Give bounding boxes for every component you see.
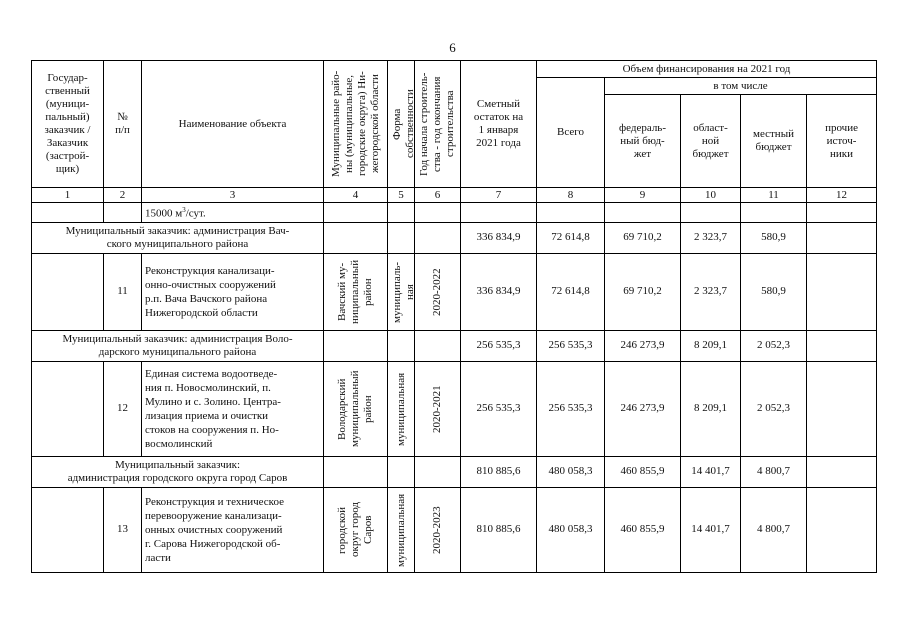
object-ownership: муниципальная bbox=[388, 487, 415, 572]
estimate-value: 256 535,3 bbox=[461, 361, 537, 456]
local-value: 580,9 bbox=[741, 253, 807, 330]
header-estimate: Сметный остаток на 1 января 2021 года bbox=[461, 61, 537, 188]
object-years: 2020-2023 bbox=[415, 487, 461, 572]
header-local: местный бюджет bbox=[741, 95, 807, 188]
federal-value: 246 273,9 bbox=[605, 330, 681, 361]
object-district: городской округ город Саров bbox=[324, 487, 388, 572]
object-years: 2020-2022 bbox=[415, 253, 461, 330]
regional-value: 14 401,7 bbox=[681, 487, 741, 572]
customer-row bbox=[32, 330, 877, 361]
other-value bbox=[807, 330, 877, 361]
regional-value: 2 323,7 bbox=[681, 253, 741, 330]
object-name: Реконструкция и техническое перевооружение канализаци- онных очистных сооружений г. Сарова Нижегородской об- ласти bbox=[142, 487, 324, 572]
page-number: 6 bbox=[449, 40, 456, 55]
local-value: 2 052,3 bbox=[741, 361, 807, 456]
header-row-1 bbox=[32, 61, 877, 78]
local-value: 4 800,7 bbox=[741, 487, 807, 572]
header-other: прочие источ- ники bbox=[807, 95, 877, 188]
header-num: № п/п bbox=[104, 61, 142, 188]
other-value bbox=[807, 253, 877, 330]
total-value: 72 614,8 bbox=[537, 253, 605, 330]
federal-value: 460 855,9 bbox=[605, 487, 681, 572]
header-regional: област- ной бюджет bbox=[681, 95, 741, 188]
object-row bbox=[32, 253, 877, 330]
col-num-5: 5 bbox=[388, 188, 415, 203]
object-row bbox=[32, 487, 877, 572]
federal-value: 460 855,9 bbox=[605, 456, 681, 487]
federal-value: 246 273,9 bbox=[605, 361, 681, 456]
header-total: Всего bbox=[537, 78, 605, 188]
col-num-4: 4 bbox=[324, 188, 388, 203]
estimate-value: 256 535,3 bbox=[461, 330, 537, 361]
header-financing: Объем финансирования на 2021 год bbox=[537, 61, 877, 78]
header-districts: Муниципальные райо- ны (муниципальные, городские округа) Ни- жегородской области bbox=[324, 61, 388, 188]
carry-over-row bbox=[32, 203, 877, 223]
estimate-value: 810 885,6 bbox=[461, 456, 537, 487]
col-num-7: 7 bbox=[461, 188, 537, 203]
other-value bbox=[807, 361, 877, 456]
total-value: 480 058,3 bbox=[537, 487, 605, 572]
col-num-10: 10 bbox=[681, 188, 741, 203]
local-value: 2 052,3 bbox=[741, 330, 807, 361]
customer-row bbox=[32, 456, 877, 487]
estimate-value: 336 834,9 bbox=[461, 222, 537, 253]
regional-value: 8 209,1 bbox=[681, 330, 741, 361]
customer-name: Муниципальный заказчик: администрация городского округа город Саров bbox=[32, 456, 324, 487]
object-num: 12 bbox=[104, 361, 142, 456]
customer-row bbox=[32, 222, 877, 253]
header-customer: Государ- ственный (муници- пальный) заказчик / Заказчик (застрой- щик) bbox=[32, 61, 104, 188]
object-district: Володарский муниципальный район bbox=[324, 361, 388, 456]
object-name: Единая система водоотведе- ния п. Новосмолинский, п. Мулино и с. Золино. Центра- лизация приема и очистки стоков на сооружения п. Но- восмолинский bbox=[142, 361, 324, 456]
header-including: в том числе bbox=[605, 78, 877, 95]
other-value bbox=[807, 487, 877, 572]
column-numbers-row bbox=[32, 188, 877, 203]
object-years: 2020-2021 bbox=[415, 361, 461, 456]
col-num-8: 8 bbox=[537, 188, 605, 203]
object-row bbox=[32, 361, 877, 456]
col-num-12: 12 bbox=[807, 188, 877, 203]
federal-value: 69 710,2 bbox=[605, 253, 681, 330]
customer-name: Муниципальный заказчик: администрация Воло- дарского муниципального района bbox=[32, 330, 324, 361]
col-num-2: 2 bbox=[104, 188, 142, 203]
col-num-3: 3 bbox=[142, 188, 324, 203]
object-ownership: муниципальная bbox=[388, 361, 415, 456]
total-value: 256 535,3 bbox=[537, 361, 605, 456]
object-ownership: муниципаль- ная bbox=[388, 253, 415, 330]
col-num-11: 11 bbox=[741, 188, 807, 203]
header-federal: федераль- ный бюд- жет bbox=[605, 95, 681, 188]
object-name: Реконструкция канализаци- онно-очистных сооружений р.п. Вача Вачского района Нижегородской области bbox=[142, 253, 324, 330]
regional-value: 8 209,1 bbox=[681, 361, 741, 456]
object-num: 11 bbox=[104, 253, 142, 330]
col-num-6: 6 bbox=[415, 188, 461, 203]
total-value: 480 058,3 bbox=[537, 456, 605, 487]
col-num-9: 9 bbox=[605, 188, 681, 203]
regional-value: 14 401,7 bbox=[681, 456, 741, 487]
financing-table bbox=[31, 60, 877, 573]
estimate-value: 810 885,6 bbox=[461, 487, 537, 572]
regional-value: 2 323,7 bbox=[681, 222, 741, 253]
customer-name: Муниципальный заказчик: администрация Вач- ского муниципального района bbox=[32, 222, 324, 253]
object-num: 13 bbox=[104, 487, 142, 572]
local-value: 580,9 bbox=[741, 222, 807, 253]
col-num-1: 1 bbox=[32, 188, 104, 203]
federal-value: 69 710,2 bbox=[605, 222, 681, 253]
header-object-name: Наименование объекта bbox=[142, 61, 324, 188]
estimate-value: 336 834,9 bbox=[461, 253, 537, 330]
header-ownership: Форма собственности bbox=[388, 61, 415, 188]
header-years: Год начала строитель- ства - год окончания строительства bbox=[415, 61, 461, 188]
object-district: Вачский му- ниципальный район bbox=[324, 253, 388, 330]
total-value: 256 535,3 bbox=[537, 330, 605, 361]
carry-over-text: 15000 $м^3$/сут. bbox=[142, 203, 324, 223]
other-value bbox=[807, 222, 877, 253]
total-value: 72 614,8 bbox=[537, 222, 605, 253]
local-value: 4 800,7 bbox=[741, 456, 807, 487]
other-value bbox=[807, 456, 877, 487]
